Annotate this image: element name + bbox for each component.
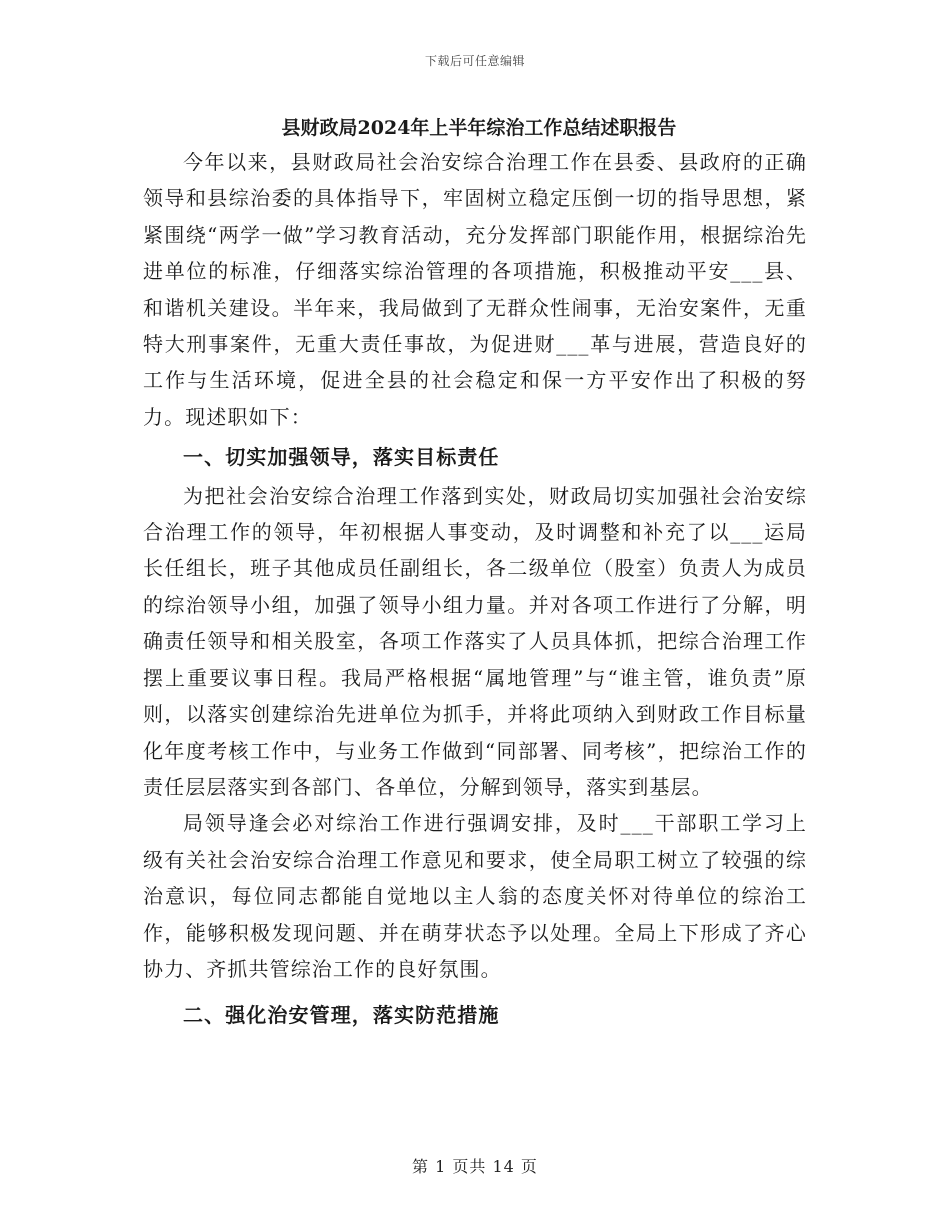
document-body xyxy=(143,112,807,1036)
section-2-heading: 二、强化治安管理，落实防范措施 xyxy=(183,1003,500,1028)
section-1-paragraph-2: 局领导逢会必对综治工作进行强调安排，及时___干部职工学习上级有关社会治安综合治理工作意见和要求，使全局职工树立了较强的综治意识，每位同志都能自觉地以主人翁的态度关怀对待单位的综治工作，能够积极发现问题、并在萌芽状态予以处理。全局上下形成了齐心协力、齐抓共管综治工作的良好氛围。 xyxy=(143,811,807,981)
intro-paragraph: 今年以来，县财政局社会治安综合治理工作在县委、县政府的正确领导和县综治委的具体指导下，牢固树立稳定压倒一切的指导思想，紧紧围绕“两学一做”学习教育活动，充分发挥部门职能作用，根据综治先进单位的标准，仔细落实综治管理的各项措施，积极推动平安___县、和谐机关建设。半年来，我局做到了无群众性闹事，无治安案件，无重特大刑事案件，无重大责任事故，为促进财___革与进展，营造良好的工作与生活环境，促进全县的社会稳定和保一方平安作出了积极的努力。现述职如下： xyxy=(143,150,807,429)
page-number-footer: 第 1 页共 14 页 xyxy=(412,1157,538,1176)
section-1-paragraph-1: 为把社会治安综合治理工作落到实处，财政局切实加强社会治安综合治理工作的领导，年初根据人事变动，及时调整和补充了以___运局长任组长，班子其他成员任副组长，各二级单位（股室）负责人为成员的综治领导小组，加强了领导小组力量。并对各项工作进行了分解，明确责任领导和相关股室，各项工作落实了人员具体抓，把综合治理工作摆上重要议事日程。我局严格根据“属地管理”与“谁主管，谁负责”原则，以落实创建综治先进单位为抓手，并将此项纳入到财政工作目标量化年度考核工作中，与业务工作做到“同部署、同考核”，把综治工作的责任层层落实到各部门、各单位，分解到领导，落实到基层。 xyxy=(143,483,807,799)
section-1-heading: 一、切实加强领导，落实目标责任 xyxy=(183,445,500,470)
page-header-note: 下载后可任意编辑 xyxy=(424,54,525,68)
document-title: 县财政局2024年上半年综治工作总结述职报告 xyxy=(281,117,677,139)
